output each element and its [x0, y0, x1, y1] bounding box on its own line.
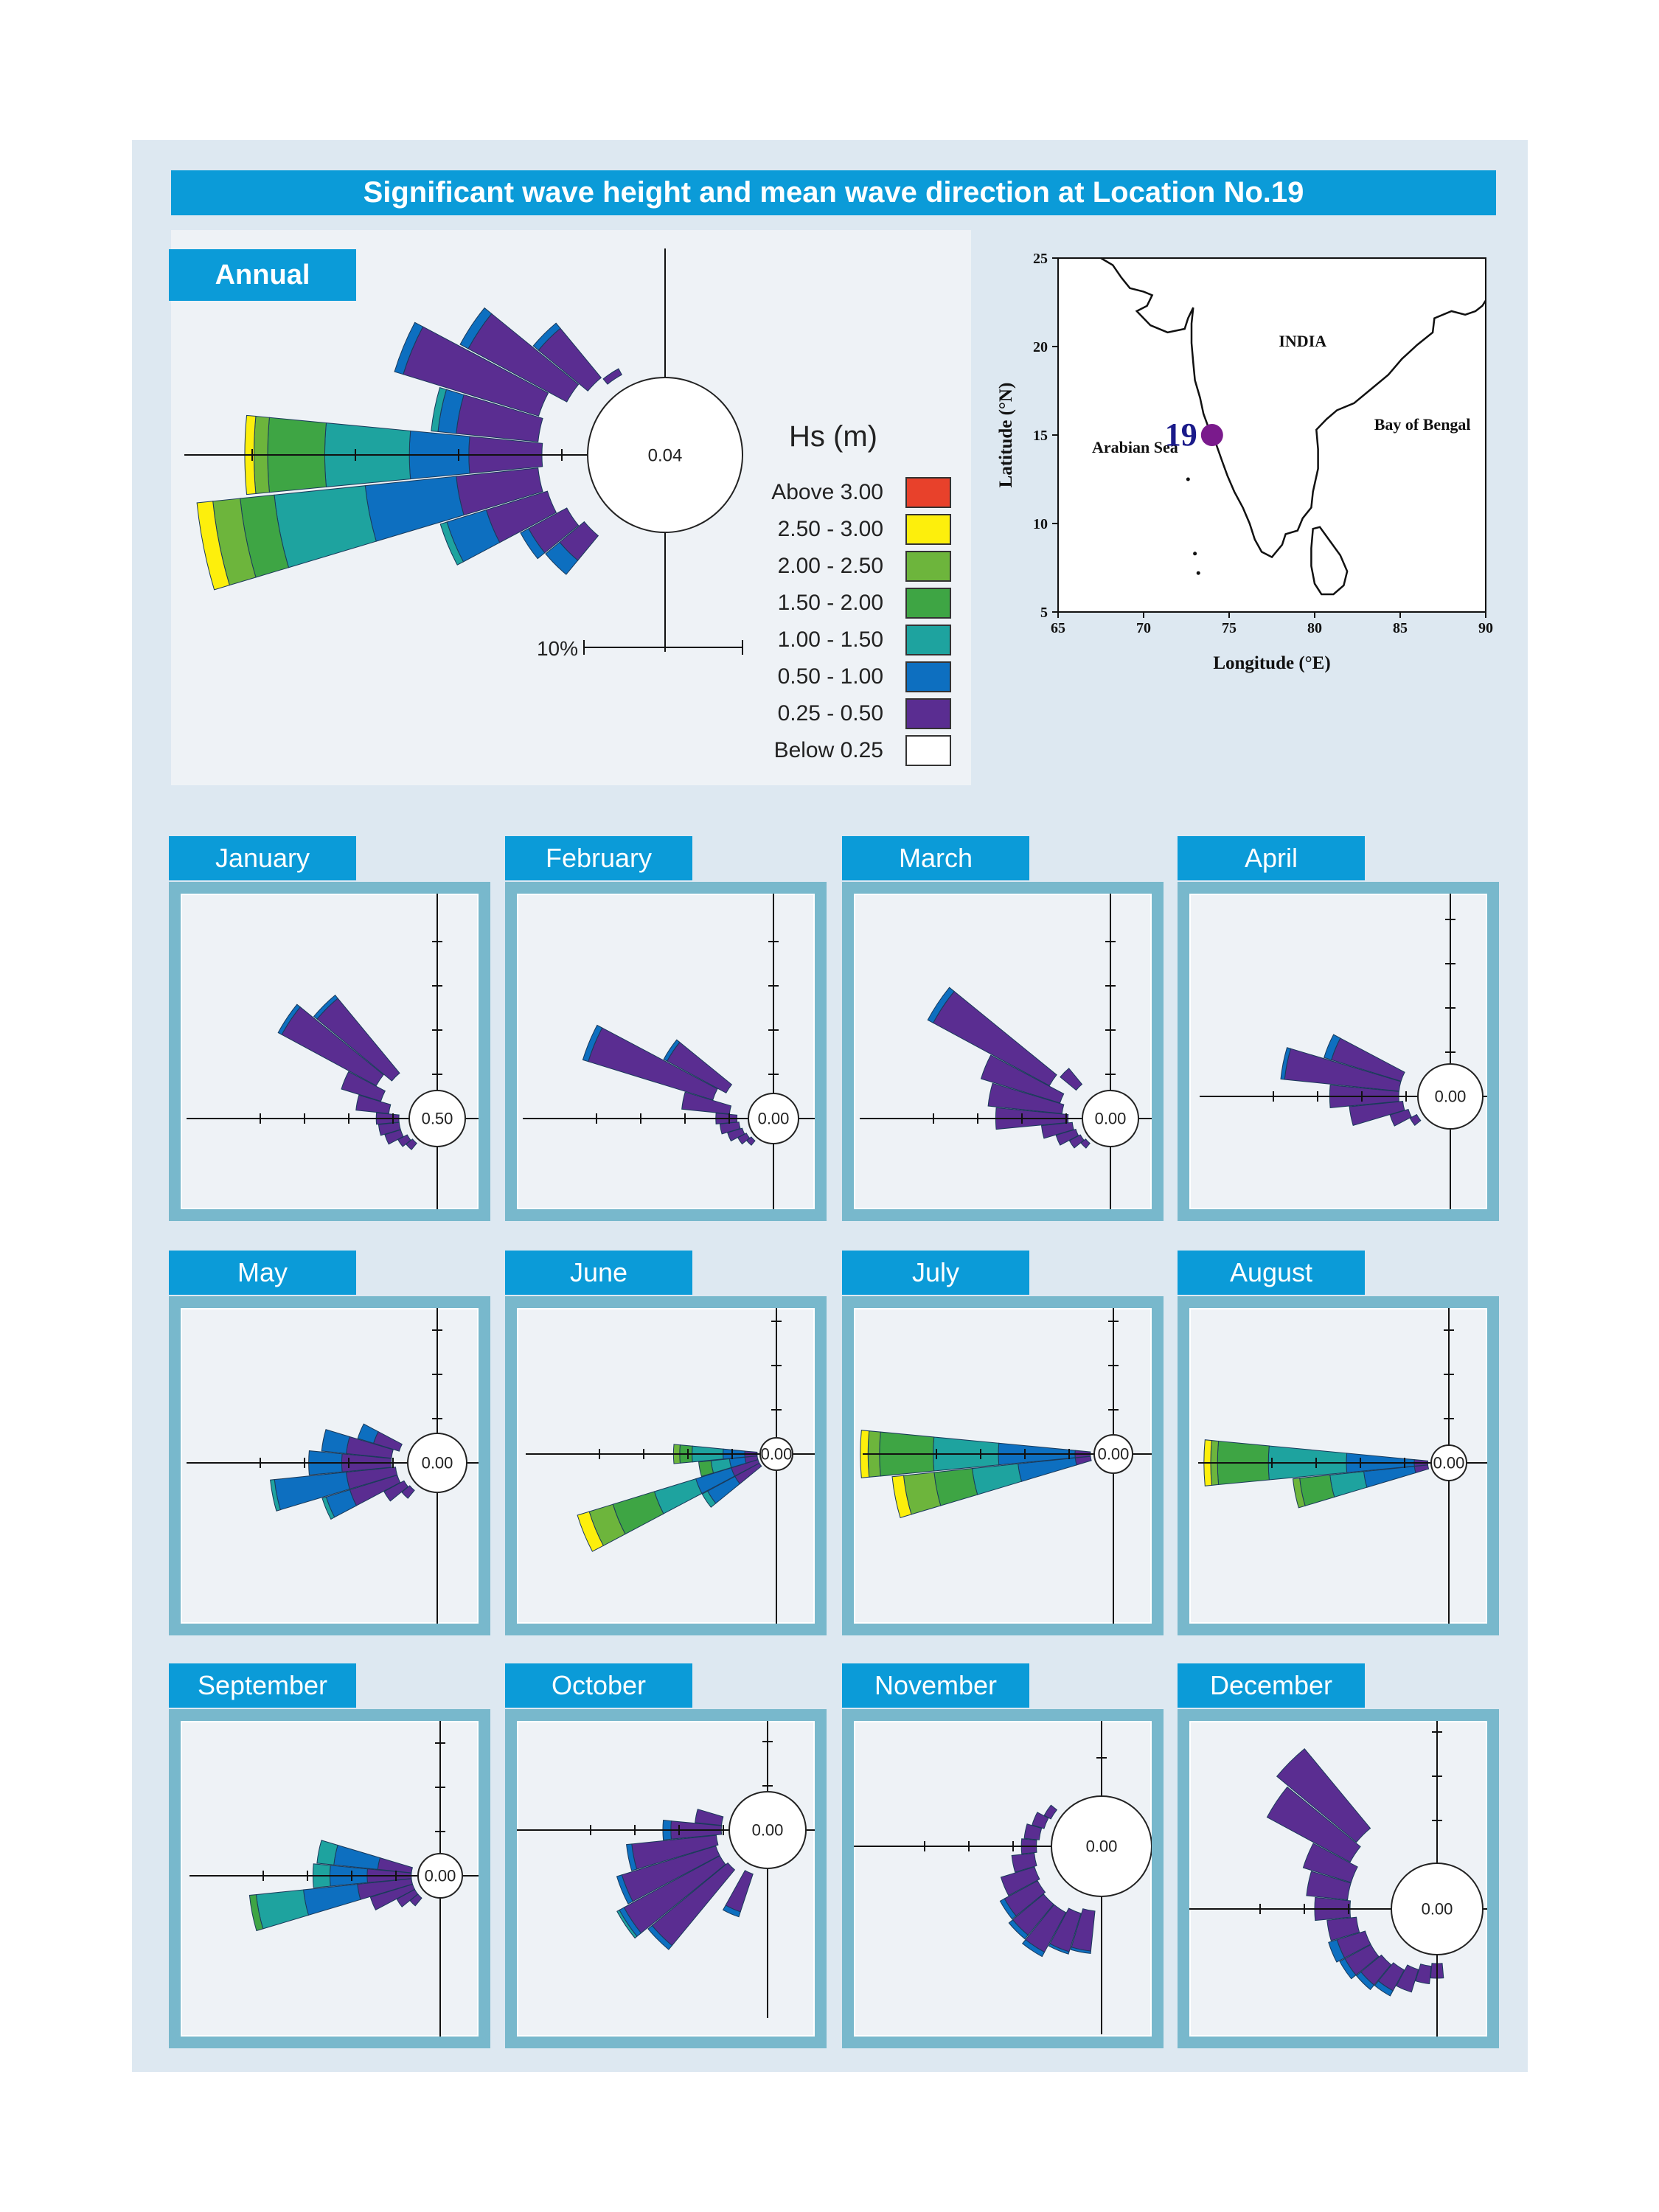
- month-9-sector-281.25: [695, 1809, 723, 1826]
- month-11-sector-191.25: [1416, 1964, 1431, 1984]
- month-2-calm-value: 0.00: [1094, 1109, 1127, 1128]
- annual-scale-label: 10%: [536, 637, 578, 660]
- map-y-tick-label: 5: [1040, 605, 1048, 621]
- month-wave-rose: [1189, 1721, 1487, 2037]
- legend-item-label: 0.25 - 0.50: [777, 701, 883, 726]
- map-location-number: 19: [1164, 417, 1197, 453]
- month-label: June: [505, 1251, 692, 1295]
- month-8-calm-value: 0.00: [424, 1866, 456, 1885]
- month-wave-rose: [517, 894, 815, 1209]
- map-y-tick-label: 25: [1033, 251, 1048, 267]
- month-wave-rose: [517, 1721, 815, 2037]
- location-map: [981, 240, 1512, 697]
- legend-swatch: [905, 551, 951, 582]
- month-label: January: [169, 836, 356, 880]
- map-y-tick-label: 15: [1033, 428, 1048, 444]
- annual-sector-326.25: [603, 369, 622, 384]
- map-label-bay-of-bengal: Bay of Bengal: [1374, 414, 1471, 434]
- map-label-india: INDIA: [1279, 332, 1327, 350]
- month-3-calm-value: 0.00: [1434, 1087, 1467, 1106]
- month-label: April: [1178, 836, 1365, 880]
- legend-item-label: 2.50 - 3.00: [777, 517, 883, 541]
- legend-item-label: Above 3.00: [771, 480, 883, 504]
- month-6-bar-258.75-bin-4: [934, 1469, 978, 1506]
- month-7-calm-value: 0.00: [1433, 1453, 1465, 1472]
- legend-title: Hs (m): [789, 420, 877, 453]
- map-x-label: Longitude (°E): [1213, 653, 1331, 673]
- legend-item: [745, 549, 951, 586]
- month-8-bar-258.75-bin-3: [257, 1890, 309, 1929]
- map-x-tick-label: 85: [1393, 620, 1408, 636]
- legend-item: [745, 623, 951, 660]
- month-wave-rose: [517, 1308, 815, 1624]
- month-11-calm-value: 0.00: [1421, 1899, 1453, 1919]
- month-wave-rose: [1189, 1308, 1487, 1624]
- month-3-sector-236.25: [1410, 1115, 1421, 1126]
- month-6-calm-value: 0.00: [1097, 1444, 1130, 1464]
- legend-swatch: [905, 625, 951, 655]
- map-island-dot: [1197, 571, 1200, 575]
- legend-swatch: [905, 698, 951, 729]
- month-label: July: [842, 1251, 1029, 1295]
- month-3-bar-236.25-bin-1: [1410, 1115, 1421, 1126]
- legend-item-label: Below 0.25: [773, 738, 883, 762]
- month-4-calm-value: 0.00: [421, 1453, 453, 1472]
- map-location-point: [1201, 424, 1223, 446]
- map-island-dot: [1186, 478, 1190, 481]
- map-x-tick-label: 70: [1136, 620, 1151, 636]
- month-8-bar-258.75-bin-2: [304, 1885, 361, 1916]
- month-wave-rose: [854, 1721, 1152, 2037]
- month-6-bar-258.75-bin-3: [973, 1464, 1022, 1495]
- map-y-tick-label: 10: [1033, 516, 1048, 532]
- month-5-calm-value: 0.00: [760, 1444, 793, 1464]
- map-island-dot: [1193, 552, 1197, 555]
- annual-bar-258.75-bin-3: [274, 486, 376, 568]
- legend-item-label: 0.50 - 1.00: [777, 664, 883, 689]
- legend-swatch: [905, 661, 951, 692]
- month-4-bar-281.25-bin-2: [321, 1430, 349, 1454]
- month-8-bar-281.25-bin-3: [317, 1840, 338, 1865]
- month-1-calm-value: 0.00: [757, 1109, 790, 1128]
- month-label: August: [1178, 1251, 1365, 1295]
- month-9-bar-203.75-bin-1: [726, 1871, 753, 1912]
- month-label: November: [842, 1663, 1029, 1708]
- month-label: December: [1178, 1663, 1365, 1708]
- month-5-bar-247.5-bin-3: [655, 1479, 702, 1514]
- map-y-tick-label: 20: [1033, 339, 1048, 355]
- legend-item: [745, 734, 951, 771]
- annual-calm-value: 0.04: [647, 445, 683, 466]
- month-label: October: [505, 1663, 692, 1708]
- legend-item: [745, 476, 951, 512]
- legend-swatch: [905, 477, 951, 508]
- month-wave-rose: [181, 1308, 479, 1624]
- month-10-calm-value: 0.00: [1085, 1837, 1118, 1856]
- legend-item-label: 2.00 - 2.50: [777, 554, 883, 578]
- annual-bar-326.25-bin-1: [603, 369, 622, 384]
- month-8-bar-281.25-bin-2: [334, 1846, 380, 1870]
- legend-item: [745, 586, 951, 623]
- month-7-bar-258.75-bin-3: [1330, 1472, 1367, 1498]
- month-2-sector-315: [1060, 1068, 1082, 1091]
- month-5-sector-247.5: [577, 1460, 759, 1551]
- month-label: February: [505, 836, 692, 880]
- annual-label: Annual: [169, 249, 356, 301]
- month-2-bar-315-bin-1: [1060, 1068, 1082, 1091]
- month-7-bar-258.75-bin-4: [1300, 1475, 1335, 1506]
- map-y-label: Latitude (°N): [996, 382, 1016, 488]
- month-11-bar-191.25-bin-1: [1416, 1964, 1431, 1984]
- legend-item: [745, 660, 951, 697]
- legend-swatch: [905, 514, 951, 545]
- month-wave-rose: [1189, 894, 1487, 1209]
- map-x-tick-label: 65: [1051, 620, 1065, 636]
- legend-item-label: 1.00 - 1.50: [777, 627, 883, 652]
- month-9-calm-value: 0.00: [751, 1820, 784, 1840]
- month-wave-rose: [181, 1721, 479, 2037]
- month-0-calm-value: 0.50: [421, 1109, 453, 1128]
- map-frame: [1058, 258, 1486, 612]
- map-label-arabian-sea: Arabian Sea: [1092, 438, 1178, 456]
- month-wave-rose: [181, 894, 479, 1209]
- map-x-tick-label: 75: [1222, 620, 1237, 636]
- map-x-tick-label: 90: [1478, 620, 1493, 636]
- legend-swatch: [905, 588, 951, 619]
- legend-item: [745, 697, 951, 734]
- legend-swatch: [905, 735, 951, 766]
- page-title: Significant wave height and mean wave direction at Location No.19: [171, 170, 1496, 215]
- month-wave-rose: [854, 1308, 1152, 1624]
- month-wave-rose: [854, 894, 1152, 1209]
- month-label: May: [169, 1251, 356, 1295]
- legend-item: [745, 512, 951, 549]
- month-label: September: [169, 1663, 356, 1708]
- month-label: March: [842, 836, 1029, 880]
- month-8-sector-258.75: [249, 1879, 412, 1931]
- legend-item-label: 1.50 - 2.00: [777, 591, 883, 615]
- map-x-tick-label: 80: [1307, 620, 1322, 636]
- month-9-bar-281.25-bin-1: [695, 1809, 723, 1826]
